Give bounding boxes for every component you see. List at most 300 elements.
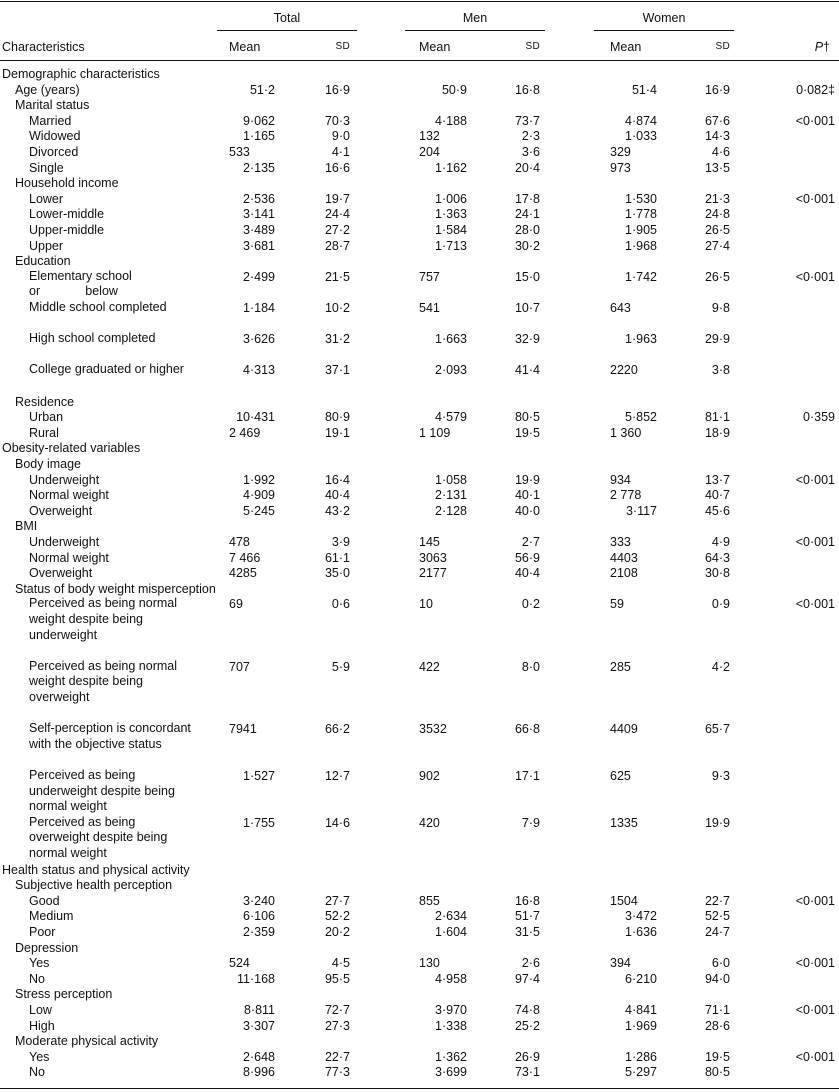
total-mean-cell: 4·313 [243, 363, 275, 378]
men-mean-cell: 4·958 [435, 971, 467, 986]
men-sd-cell: 80·5 [514, 410, 540, 425]
row-label: High [29, 1018, 55, 1033]
row-label: High school completed [29, 331, 156, 346]
row-label: Age (years) [15, 82, 80, 97]
table-row [0, 893, 839, 909]
women-mean-cell: 3·472 [625, 909, 657, 924]
men-sd-cell: 20·4 [514, 160, 540, 175]
header-men: Men [462, 11, 488, 25]
total-sd-cell: 16·9 [324, 82, 350, 97]
men-mean-cell: 3·970 [435, 1003, 467, 1017]
men-mean-cell: 902 [419, 769, 440, 783]
women-sd-cell: 26·5 [704, 269, 730, 284]
table-row [0, 160, 839, 176]
women-mean-cell: 5·297 [625, 1065, 657, 1080]
table-row [0, 206, 839, 222]
men-sd-cell: 41·4 [514, 363, 540, 378]
total-sd-cell: 28·7 [324, 238, 350, 253]
men-sd-cell: 25·2 [514, 1018, 540, 1033]
women-sd-cell: 6·0 [711, 956, 730, 971]
men-mean-cell: 1·584 [435, 223, 467, 237]
total-sd-cell: 19·7 [324, 191, 350, 206]
men-sd-cell: 40·4 [514, 566, 540, 581]
total-mean-cell: 6·106 [243, 909, 275, 924]
table-row [0, 908, 839, 924]
table-row [0, 1002, 839, 1018]
men-sd-cell: 2·3 [521, 129, 540, 144]
p-value-cell: <0·001 [795, 893, 835, 908]
row-label: Body image [15, 457, 82, 471]
p-footnote-mark: † [823, 40, 830, 54]
row-label: Overweight [29, 503, 93, 518]
men-mean-cell: 1·663 [435, 332, 467, 347]
men-mean-cell: 204 [419, 145, 440, 159]
women-mean-cell: 1·968 [625, 238, 657, 253]
men-sd-cell: 17·1 [514, 769, 540, 783]
total-mean-cell: 7 466 [229, 550, 261, 565]
total-mean-cell: 5·245 [243, 503, 275, 518]
table-row [0, 144, 839, 160]
header-women: Women [642, 11, 686, 25]
men-mean-cell: 541 [419, 301, 440, 315]
table-row [0, 222, 839, 238]
women-sd-cell: 4·6 [711, 145, 730, 159]
table-row [0, 565, 839, 581]
total-sd-cell: 5·9 [331, 659, 350, 674]
women-mean-cell: 1·969 [625, 1018, 657, 1033]
table-row [0, 300, 839, 331]
women-mean-cell: 1·742 [625, 269, 657, 284]
men-mean-cell: 1·006 [435, 191, 467, 206]
total-mean-cell: 11·168 [237, 971, 275, 986]
total-mean-cell: 3·626 [243, 332, 275, 347]
row-label: Widowed [29, 129, 81, 144]
total-sd-cell: 61·1 [324, 550, 350, 565]
women-sd-cell: 21·3 [704, 191, 730, 206]
men-mean-cell: 422 [419, 659, 440, 674]
group-row [0, 940, 839, 956]
women-sd-cell: 52·5 [704, 909, 730, 924]
men-sd-cell: 16·8 [514, 893, 540, 908]
table-row [0, 768, 839, 815]
men-sd-cell: 16·8 [514, 82, 540, 97]
total-sd-cell: 0·6 [331, 597, 350, 612]
men-sd-cell: 2·6 [521, 956, 540, 971]
table-row [0, 1018, 839, 1034]
total-mean-cell: 2·359 [243, 925, 275, 939]
women-mean-cell: 1·905 [625, 223, 657, 237]
table-row [0, 815, 839, 862]
row-label: Underweight [29, 472, 100, 487]
row-label: Underweight [29, 535, 100, 549]
men-mean-cell: 757 [419, 269, 440, 284]
total-mean-cell: 1·184 [243, 301, 275, 315]
row-label: Middle school completed [29, 300, 167, 314]
men-sd-cell: 19·9 [514, 472, 540, 487]
total-sd-cell: 35·0 [324, 566, 350, 581]
women-mean-cell: 643 [610, 301, 631, 315]
women-mean-cell: 1·963 [625, 332, 657, 347]
table-row [0, 971, 839, 987]
men-mean-cell: 50·9 [441, 82, 467, 97]
section-row [0, 440, 839, 456]
row-label: Single [29, 160, 64, 175]
women-sd-cell: 4·9 [711, 535, 730, 549]
row-label: Health status and physical activity [2, 862, 190, 877]
women-mean-cell: 1·033 [625, 129, 657, 144]
women-sd-cell: 22·7 [704, 893, 730, 908]
total-mean-cell: 524 [229, 956, 250, 971]
table-row [0, 472, 839, 488]
men-mean-cell: 4·579 [435, 410, 467, 425]
row-label: Low [29, 1003, 52, 1017]
row-label: Obesity-related variables [2, 441, 141, 456]
row-label: Perceived as being overweight despite being normal weight [29, 814, 168, 860]
p-value-cell: <0·001 [795, 956, 835, 971]
women-mean-cell: 1504 [610, 893, 638, 908]
total-mean-cell: 3·681 [243, 238, 275, 253]
men-mean-cell: 2·131 [435, 488, 467, 503]
women-mean-cell: 6·210 [625, 971, 657, 986]
women-sd-cell: 9·3 [711, 769, 730, 783]
women-mean-cell: 1 360 [610, 425, 642, 440]
total-sd-cell: 52·2 [324, 909, 350, 924]
total-sd-cell: 16·4 [324, 472, 350, 487]
women-mean-cell: 3·117 [625, 503, 657, 518]
men-sd-cell: 97·4 [514, 971, 540, 986]
women-sd-cell: 27·4 [704, 238, 730, 253]
men-sd-cell: 26·9 [514, 1049, 540, 1064]
table-row [0, 128, 839, 144]
men-mean-cell: 2·634 [435, 909, 467, 924]
table-row [0, 1064, 839, 1080]
women-sd-cell: 14·3 [704, 129, 730, 144]
row-label: Demographic characteristics [2, 67, 160, 81]
total-mean-cell: 533 [229, 145, 250, 159]
p-value-cell: <0·001 [795, 113, 835, 128]
table-row [0, 191, 839, 207]
men-sd-cell: 17·8 [514, 191, 540, 206]
header-women-mean: Mean [610, 40, 642, 54]
total-mean-cell: 9·062 [243, 113, 275, 128]
total-sd-cell: 43·2 [324, 503, 350, 518]
women-sd-cell: 45·6 [704, 503, 730, 518]
men-sd-cell: 40·0 [514, 503, 540, 518]
total-mean-cell: 69 [229, 597, 243, 612]
total-sd-cell: 12·7 [324, 769, 350, 783]
total-sd-cell: 22·7 [324, 1049, 350, 1064]
row-label: Status of body weight misperception [15, 581, 216, 596]
total-sd-cell: 27·3 [324, 1018, 350, 1033]
total-mean-cell: 3·240 [243, 893, 275, 908]
men-mean-cell: 420 [419, 815, 440, 830]
women-sd-cell: 19·9 [704, 815, 730, 830]
total-sd-cell: 37·1 [324, 363, 350, 378]
men-mean-cell: 2177 [419, 566, 447, 581]
women-sd-cell: 67·6 [704, 113, 730, 128]
row-label: Medium [29, 909, 74, 924]
table-row [0, 550, 839, 566]
total-sd-cell: 27·2 [324, 223, 350, 237]
total-mean-cell: 10·431 [236, 410, 275, 425]
row-label: Married [29, 113, 72, 128]
p-value-cell: 0·359 [803, 410, 835, 425]
total-sd-cell: 19·1 [324, 425, 350, 440]
men-sd-cell: 2·7 [521, 535, 540, 549]
women-sd-cell: 3·8 [711, 363, 730, 378]
total-sd-cell: 24·4 [324, 207, 350, 222]
men-sd-cell: 31·5 [514, 925, 540, 939]
table-row [0, 503, 839, 519]
total-mean-cell: 1·527 [243, 769, 275, 783]
table-row [0, 362, 839, 393]
men-mean-cell: 2·128 [435, 503, 467, 518]
men-sd-cell: 28·0 [514, 223, 540, 237]
table-row [0, 659, 839, 721]
women-sd-cell: 40·7 [704, 488, 730, 503]
women-sd-cell: 28·6 [704, 1018, 730, 1033]
total-mean-cell: 51·2 [249, 82, 275, 97]
men-sd-cell: 3·6 [521, 145, 540, 159]
women-mean-cell: 51·4 [631, 82, 657, 97]
women-sd-cell: 24·8 [704, 207, 730, 222]
bottom-rule [0, 1088, 839, 1089]
women-mean-cell: 5·852 [625, 410, 657, 425]
total-mean-cell: 2·135 [243, 160, 275, 175]
women-mean-cell: 2 778 [610, 488, 642, 503]
women-mean-cell: 4·841 [625, 1003, 657, 1017]
table-row [0, 487, 839, 503]
row-label: Overweight [29, 566, 93, 581]
men-mean-cell: 10 [419, 597, 433, 612]
men-mean-cell: 2·093 [435, 363, 467, 378]
total-mean-cell: 8·996 [243, 1065, 275, 1080]
men-mean-cell: 3063 [419, 550, 447, 565]
row-label: Residence [15, 394, 75, 409]
table-row [0, 425, 839, 441]
row-label: Poor [29, 925, 56, 939]
p-value-cell: 0·082‡ [796, 82, 835, 97]
women-mean-cell: 1·778 [625, 207, 657, 222]
p-symbol: P [814, 40, 824, 54]
men-mean-cell: 3532 [419, 722, 447, 737]
header-total: Total [273, 11, 301, 25]
men-sd-cell: 15·0 [514, 269, 540, 284]
row-label: Lower [29, 191, 64, 206]
row-label: No [29, 971, 45, 986]
row-label: Yes [29, 956, 50, 971]
men-mean-cell: 1·362 [435, 1049, 467, 1064]
men-group-rule [405, 30, 545, 31]
women-sd-cell: 24·7 [704, 925, 730, 939]
total-sd-cell: 4·1 [331, 145, 350, 159]
men-mean-cell: 1 109 [419, 425, 451, 440]
p-value-cell: <0·001 [795, 597, 835, 612]
total-sd-cell: 31·2 [324, 332, 350, 347]
table-row [0, 238, 839, 254]
women-mean-cell: 1·636 [625, 925, 657, 939]
total-group-rule [217, 30, 357, 31]
men-mean-cell: 1·162 [435, 160, 467, 175]
men-sd-cell: 73·1 [514, 1065, 540, 1080]
table-row [0, 596, 839, 658]
total-sd-cell: 9·0 [331, 129, 350, 144]
men-sd-cell: 7·9 [521, 815, 540, 830]
women-sd-cell: 9·8 [711, 301, 730, 315]
p-value-cell: <0·001 [795, 1003, 835, 1017]
table-row [0, 1049, 839, 1065]
women-mean-cell: 2108 [610, 566, 638, 581]
women-sd-cell: 81·1 [704, 410, 730, 425]
men-mean-cell: 130 [419, 956, 440, 971]
p-value-cell: <0·001 [795, 535, 835, 549]
women-mean-cell: 59 [610, 597, 624, 612]
p-value-cell: <0·001 [795, 472, 835, 487]
group-row [0, 877, 839, 893]
women-mean-cell: 4403 [610, 550, 638, 565]
p-value-cell: <0·001 [795, 269, 835, 284]
row-label: Normal weight [29, 488, 109, 503]
p-value-cell: <0·001 [795, 1049, 835, 1064]
group-row [0, 456, 839, 472]
group-row [0, 253, 839, 269]
row-label: Rural [29, 425, 59, 440]
women-sd-cell: 64·3 [704, 550, 730, 565]
row-label: Subjective health perception [15, 878, 173, 893]
row-label: Perceived as being normal weight despite being underweight [29, 596, 177, 642]
total-mean-cell: 1·755 [243, 815, 275, 830]
women-mean-cell: 1·530 [625, 191, 657, 206]
total-sd-cell: 10·2 [324, 301, 350, 315]
table-row [0, 955, 839, 971]
header-total-sd: SD [335, 41, 350, 52]
men-mean-cell: 3·699 [435, 1065, 467, 1080]
women-sd-cell: 16·9 [704, 82, 730, 97]
row-label: Stress perception [15, 987, 113, 1002]
row-label: Self-perception is concordant with the objective status [29, 721, 191, 751]
men-sd-cell: 74·8 [514, 1003, 540, 1017]
men-sd-cell: 73·7 [514, 113, 540, 128]
total-mean-cell: 1·165 [243, 129, 275, 144]
women-mean-cell: 329 [610, 145, 631, 159]
men-sd-cell: 51·7 [514, 909, 540, 924]
total-mean-cell: 4·909 [243, 488, 275, 503]
total-sd-cell: 4·5 [331, 956, 350, 971]
women-mean-cell: 4409 [610, 722, 638, 737]
total-mean-cell: 2 469 [229, 425, 261, 440]
women-sd-cell: 30·8 [704, 566, 730, 581]
row-label: Perceived as being normal weight despite being overweight [29, 658, 177, 704]
group-row [0, 518, 839, 534]
men-mean-cell: 1·713 [435, 238, 467, 253]
row-label: Perceived as being underweight despite being normal weight [29, 768, 175, 814]
men-mean-cell: 132 [419, 129, 440, 144]
row-label: Upper-middle [29, 223, 105, 237]
row-label: Education [15, 254, 71, 269]
men-sd-cell: 66·8 [514, 722, 540, 737]
women-mean-cell: 2220 [610, 363, 638, 378]
total-sd-cell: 66·2 [324, 722, 350, 737]
women-sd-cell: 71·1 [704, 1003, 730, 1017]
group-row [0, 394, 839, 410]
table-row [0, 269, 839, 300]
men-mean-cell: 4·188 [435, 113, 467, 128]
group-row [0, 97, 839, 113]
women-sd-cell: 0·9 [711, 597, 730, 612]
row-label: Normal weight [29, 550, 109, 565]
header-total-mean: Mean [229, 40, 261, 54]
table-row [0, 331, 839, 362]
total-sd-cell: 72·7 [324, 1003, 350, 1017]
group-row [0, 986, 839, 1002]
group-row [0, 175, 839, 191]
women-sd-cell: 29·9 [704, 332, 730, 347]
group-row [0, 1033, 839, 1049]
women-group-rule [594, 30, 734, 31]
header-men-mean: Mean [419, 40, 451, 54]
row-label: BMI [15, 519, 38, 534]
table-row [0, 409, 839, 425]
women-mean-cell: 625 [610, 769, 631, 783]
total-mean-cell: 1·992 [243, 472, 275, 487]
row-label: Urban [29, 410, 64, 425]
table-row [0, 721, 839, 768]
header-bottom-rule [0, 60, 839, 61]
men-mean-cell: 1·338 [435, 1018, 467, 1033]
total-mean-cell: 2·536 [243, 191, 275, 206]
table-row [0, 534, 839, 550]
row-label: Moderate physical activity [15, 1034, 159, 1049]
total-mean-cell: 2·499 [243, 269, 275, 284]
women-sd-cell: 94·0 [704, 971, 730, 986]
men-sd-cell: 19·5 [514, 425, 540, 440]
row-label: Good [29, 893, 60, 908]
women-mean-cell: 4·874 [625, 113, 657, 128]
header-p-value [790, 39, 830, 55]
men-mean-cell: 855 [419, 893, 440, 908]
top-rule [0, 1, 839, 2]
total-mean-cell: 707 [229, 659, 250, 674]
men-sd-cell: 56·9 [514, 550, 540, 565]
total-sd-cell: 21·5 [324, 269, 350, 284]
group-row [0, 581, 839, 597]
total-sd-cell: 80·9 [324, 410, 350, 425]
women-sd-cell: 18·9 [704, 425, 730, 440]
women-sd-cell: 65·7 [704, 722, 730, 737]
section-row [0, 862, 839, 878]
women-sd-cell: 13·5 [704, 160, 730, 175]
row-label: Marital status [15, 98, 90, 113]
row-label: Upper [29, 238, 64, 253]
row-label: No [29, 1065, 45, 1080]
women-sd-cell: 4·2 [711, 659, 730, 674]
women-mean-cell: 934 [610, 472, 631, 487]
total-sd-cell: 70·3 [324, 113, 350, 128]
row-label: Household income [15, 176, 119, 191]
row-label: Depression [15, 940, 79, 955]
total-mean-cell: 7941 [229, 722, 257, 737]
men-mean-cell: 145 [419, 535, 440, 549]
total-sd-cell: 14·6 [324, 815, 350, 830]
total-sd-cell: 20·2 [324, 925, 350, 939]
header-characteristics: Characteristics [2, 40, 85, 54]
men-sd-cell: 24·1 [514, 207, 540, 222]
men-sd-cell: 10·7 [514, 301, 540, 315]
row-label: Yes [29, 1049, 50, 1064]
total-mean-cell: 3·307 [243, 1018, 275, 1033]
women-mean-cell: 1335 [610, 815, 638, 830]
row-label: College graduated or higher [29, 362, 184, 377]
